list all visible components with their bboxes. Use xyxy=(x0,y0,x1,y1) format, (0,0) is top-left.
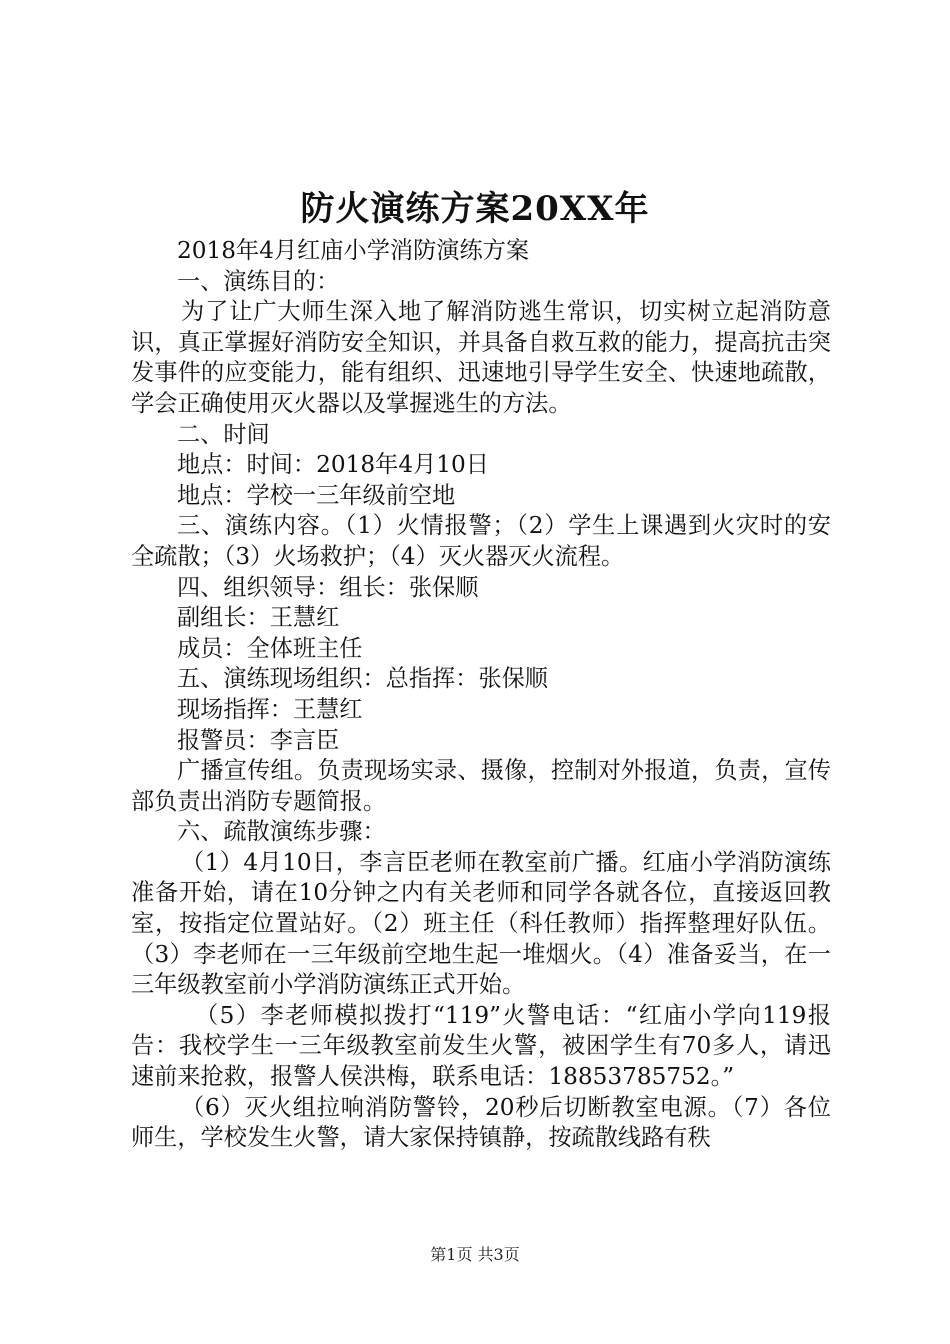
paragraph-members: 成员：全体班主任 xyxy=(177,634,363,662)
page-footer: 第1页 共3页 xyxy=(430,1245,520,1264)
paragraph-step-5: （5）李老师模拟拨打“119”火警电话：“红庙小学向119报告：我校学生一三年级教室前发生火警，被困学生有70多人，请迅速前来抢救，报警人侯洪梅，联系电话：18853785752。” xyxy=(131,1001,831,1091)
paragraph-leader: 四、组织领导：组长：张保顺 xyxy=(177,573,479,601)
paragraph-commander: 五、演练现场组织：总指挥：张保顺 xyxy=(177,665,548,693)
paragraph-time: 地点：时间：2018年4月10日 xyxy=(177,451,489,479)
heading-time: 二、时间 xyxy=(177,420,270,448)
heading-purpose: 一、演练目的： xyxy=(177,267,340,295)
heading-evacuation-steps: 六、疏散演练步骤： xyxy=(177,818,386,846)
paragraph-location: 地点：学校一三年级前空地 xyxy=(177,481,456,509)
paragraph-alarm-officer: 报警员：李言臣 xyxy=(177,726,340,754)
paragraph-purpose: 为了让广大师生深入地了解消防逃生常识，切实树立起消防意识，真正掌握好消防安全知识，并具备自救互救的能力，提高抗击突发事件的应变能力，能有组织、迅速地引导学生安全、快速地疏散，学会正确使用灭火器以及掌握逃生的方法。 xyxy=(131,298,831,417)
paragraph-broadcast-group: 广播宣传组。负责现场实录、摄像，控制对外报道，负责，宣传部负责出消防专题简报。 xyxy=(131,757,831,815)
paragraph-content: 三、演练内容。（1）火情报警；（2）学生上课遇到火灾时的安全疏散；（3）火场救护；（4）灭火器灭火流程。 xyxy=(131,512,831,570)
paragraph-subtitle: 2018年4月红庙小学消防演练方案 xyxy=(177,237,530,264)
paragraph-deputy-leader: 副组长：王慧红 xyxy=(177,604,340,632)
paragraph-steps-6-7: （6）灭火组拉响消防警铃，20秒后切断教室电源。（7）各位师生，学校发生火警，请大家保持镇静，按疏散线路有秩 xyxy=(131,1093,831,1152)
paragraph-site-commander: 现场指挥：王慧红 xyxy=(177,695,363,723)
document-title: 防火演练方案20XX年 xyxy=(300,189,650,229)
paragraph-steps-1-4: （1）4月10日，李言臣老师在教室前广播。红庙小学消防演练准备开始，请在10分钟之内有关老师和同学各就各位，直接返回教室，按指定位置站好。（2）班主任（科任教师）指挥整理好队伍。（3）李老师在一三年级前空地生起一堆烟火。（4）准备妥当，在一三年级教室前小学消防演练正式开始。 xyxy=(131,848,831,999)
document-body xyxy=(131,236,831,1154)
